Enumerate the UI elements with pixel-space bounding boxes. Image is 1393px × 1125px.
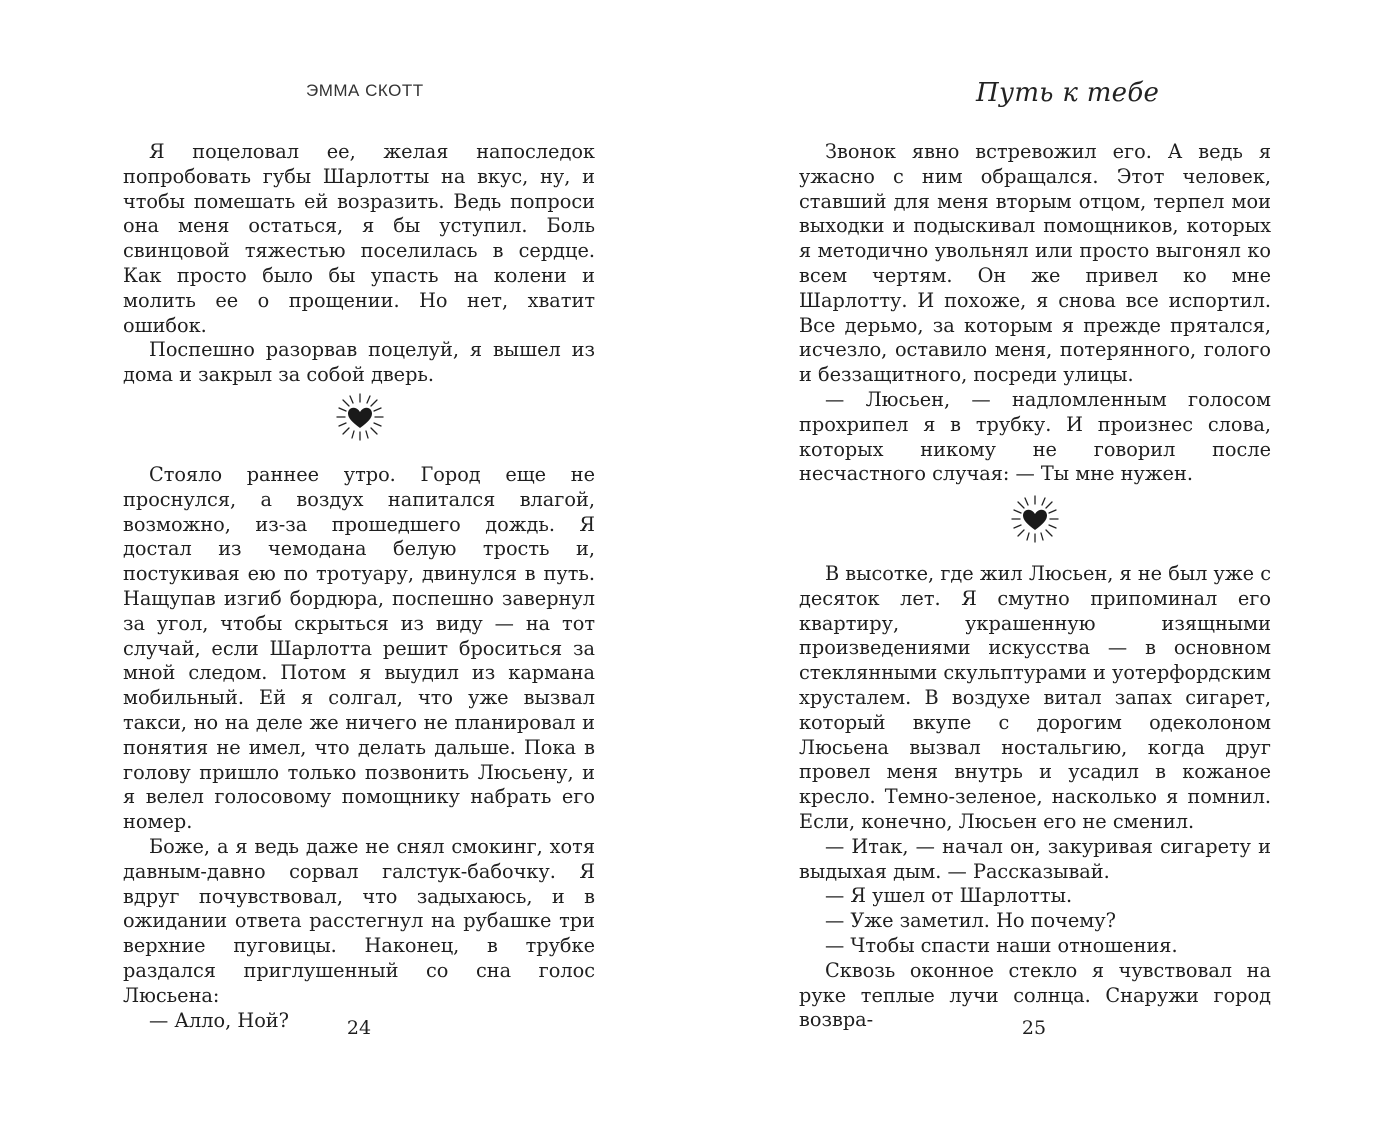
page-number: 25 (1021, 1017, 1047, 1039)
section-1-text (123, 140, 595, 388)
paragraph: — Люсьен, — надломленным голосом прохрипел я в трубку. И произнес слова, которых никому не говорил после несчастного случая: — Ты мне нужен. (799, 387, 1271, 486)
paragraph: Звонок явно встревожил его. А ведь я ужасно с ним обращался. Этот человек, ставший для меня вторым отцом, терпел мои выходки и подыскивал помощников, которых я методично увольнял или просто выгонял ко всем чертям. Он же привел ко мне Шарлотту. И похоже, я снова все испортил. Все дерьмо, за которым я прежде прятался, исчезло, оставило меня, потерянного, голого и беззащитного, посреди улицы. (799, 140, 1271, 387)
running-header-title: Путь к тебе (976, 78, 1160, 108)
paragraph: — Уже заметил. Но почему? (825, 909, 1116, 933)
right-page (696, 0, 1393, 1125)
section-2-text (123, 463, 595, 1033)
paragraph: Сквозь оконное стекло я чувствовал на руке теплые лучи солнца. Снаружи город возвра- (799, 958, 1271, 1032)
section-1-text (799, 140, 1271, 487)
heart-burst-icon (335, 392, 385, 442)
left-page (0, 0, 696, 1125)
paragraph: Я поцеловал ее, желая напоследок попробовать губы Шарлотты на вкус, ну, и чтобы помешать ей возразить. Ведь попроси она меня остаться, я бы уступил. Боль свинцовой тяжестью поселилась в сердце. Как просто было бы упасть на колени и молить ее о прощении. Но нет, хватит ошибок. (123, 140, 595, 337)
running-header-author: ЭММА СКОТТ (306, 81, 424, 100)
paragraph: — Чтобы спасти наши отношения. (825, 933, 1178, 957)
paragraph: В высотке, где жил Люсьен, я не был уже с десяток лет. Я смутно припоминал его квартиру, украшенную изящными произведениями искусства — в основном стеклянными скульптурами и уотерфордским хрусталем. В воздухе витал запах сигарет, который вкупе с дорогим одеколоном Люсьена вызвал ностальгию, когда друг провел меня внутрь и усадил в кожаное кресло. Темно-зеленое, насколько я помнил. Если, конечно, Люсьен его не сменил. (799, 562, 1271, 833)
paragraph: — Алло, Ной? (149, 1008, 289, 1032)
paragraph: — Итак, — начал он, закуривая сигарету и выдыхая дым. — Рассказывай. (799, 834, 1271, 883)
section-2-text (799, 562, 1271, 1033)
paragraph: — Я ушел от Шарлотты. (825, 884, 1073, 908)
page-number: 24 (346, 1017, 372, 1039)
heart-burst-icon (1010, 494, 1060, 544)
paragraph: Стояло раннее утро. Город еще не проснулся, а воздух напитался влагой, возможно, из-за прошедшего дождь. Я достал из чемодана белую трость и, постукивая ею по тротуару, двинулся в путь. Нащупав изгиб бордюра, поспешно завернул за угол, чтобы скрыться из виду — на тот случай, если Шарлотта решит броситься за мной следом. Потом я выудил из кармана мобильный. Ей я солгал, что уже вызвал такси, но на деле же ничего не планировал и понятия не имел, что делать дальше. Пока в голову пришло только позвонить Люсьену, и я велел голосовому помощнику набрать его номер. (123, 463, 595, 834)
paragraph: Поспешно разорвав поцелуй, я вышел из дома и закрыл за собой дверь. (123, 338, 595, 387)
paragraph: Боже, а я ведь даже не снял смокинг, хотя давным-давно сорвал галстук-бабочку. Я вдруг почувствовал, что задыхаюсь, и в ожидании ответа расстегнул на рубашке три верхние пуговицы. Наконец, в трубке раздался приглушенный со сна голос Люсьена: (123, 834, 595, 1007)
